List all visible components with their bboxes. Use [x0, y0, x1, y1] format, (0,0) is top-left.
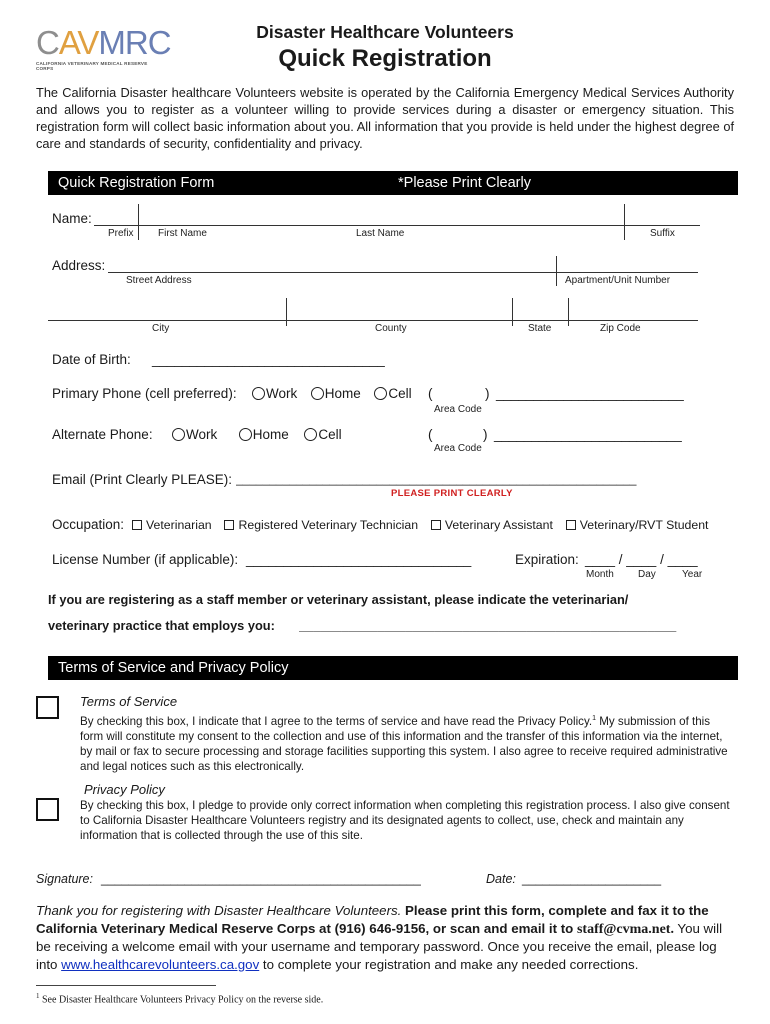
closing-welcome: You will be receiving a welcome email with your username and temporary password. Once you receive the email, please log into	[36, 920, 723, 972]
closing-thanks: Thank you for registering with Disaster Healthcare Volunteers.	[36, 903, 402, 918]
radio-home-label: Home	[252, 427, 289, 442]
primary-phone-type	[252, 386, 412, 401]
day-caption: Day	[638, 569, 656, 580]
terms-text-part: My submission of this form will constitute my consent to the collection and use of this information and the transfer of this information via the internet, by mail or fax to secure processing and storage facilities supporting this system. I also agree to receive required administrative and legal notices such as this electronically.	[80, 714, 728, 773]
closing-end: to complete your registration and make any needed corrections.	[259, 956, 639, 972]
occupation-option-label: Registered Veterinary Technician	[238, 518, 419, 532]
employer-field[interactable]: _____________________________________________________	[299, 618, 677, 633]
alternate-phone-field[interactable]: _________________________	[494, 427, 682, 442]
footnote-marker: 1	[592, 715, 597, 722]
page-subtitle: Quick Registration	[278, 45, 492, 72]
email-field[interactable]: ____________________________________________________________	[236, 472, 637, 486]
state-divider	[568, 298, 569, 326]
zip-caption: Zip Code	[600, 323, 641, 334]
occupation-option-label: Veterinary/RVT Student	[579, 518, 709, 532]
license-field[interactable]: ______________________________	[246, 552, 472, 567]
city-divider	[286, 298, 287, 326]
name-label: Name:	[52, 211, 92, 226]
privacy-heading: Privacy Policy	[84, 782, 165, 797]
website-link[interactable]: www.healthcarevolunteers.ca.gov	[61, 956, 260, 972]
logo-subtitle: CALIFORNIA VETERINARY MEDICAL RESERVE CORPS	[36, 61, 148, 71]
radio-work[interactable]	[172, 428, 185, 441]
paren-close: )	[485, 386, 490, 401]
radio-home-label: Home	[324, 386, 361, 401]
area-code-caption: Area Code	[434, 443, 482, 454]
form-bar-title: Quick Registration Form	[58, 175, 215, 191]
checkbox-veterinarian[interactable]	[132, 520, 142, 530]
address-divider	[556, 256, 557, 286]
paren-close: )	[483, 427, 488, 442]
terms-text-part: By checking this box, I indicate that I agree to the terms of service and have read the Privacy Policy.	[80, 714, 593, 728]
month-caption: Month	[586, 569, 614, 580]
dob-label: Date of Birth:	[52, 352, 131, 367]
alternate-phone-type	[172, 427, 342, 442]
footnote-number: 1	[36, 992, 40, 1000]
radio-work[interactable]	[252, 387, 265, 400]
year-caption: Year	[682, 569, 703, 580]
staff-note-line1: If you are registering as a staff member or veterinary assistant, please indicate the veterinarian/	[48, 592, 629, 607]
staff-note-line2: veterinary practice that employs you:	[48, 618, 275, 633]
footnote-text: See Disaster Healthcare Volunteers Privacy Policy on the reverse side.	[39, 994, 324, 1006]
license-label: License Number (if applicable):	[52, 552, 239, 567]
apt-caption: Apartment/Unit Number	[565, 275, 671, 286]
radio-cell[interactable]	[374, 387, 387, 400]
expiration-field[interactable]: ____ / ____ / ____	[585, 552, 698, 567]
primary-phone-field[interactable]: _________________________	[496, 386, 684, 401]
paren-open: (	[428, 386, 433, 401]
radio-home[interactable]	[239, 428, 252, 441]
email-label: Email (Print Clearly PLEASE):	[52, 472, 233, 487]
form-section-bar	[48, 171, 738, 195]
email-note: PLEASE PRINT CLEARLY	[391, 488, 513, 499]
intro-paragraph: The California Disaster healthcare Volunteers website is operated by the California Emergency Medical Services Authority and allows you to register as a volunteer willing to provide services during a disaster or emergency situation. This registration form will collect basic information about you. All information that you provide is held under the highest degree of care and standards of security, confidentiality and privacy.	[36, 85, 734, 151]
occupation-options	[132, 518, 708, 532]
closing-paragraph	[36, 902, 736, 973]
form-bar-note: *Please Print Clearly	[398, 175, 531, 191]
last-name-caption: Last Name	[356, 228, 405, 239]
name-divider	[624, 204, 625, 240]
page-title: Disaster Healthcare Volunteers	[256, 22, 514, 42]
occupation-option-label: Veterinarian	[146, 518, 212, 532]
street-field-line[interactable]	[108, 272, 698, 273]
radio-home[interactable]	[311, 387, 324, 400]
name-divider	[138, 204, 139, 240]
county-caption: County	[375, 323, 407, 334]
area-code-caption: Area Code	[434, 404, 482, 415]
footnote-divider	[36, 985, 216, 986]
suffix-caption: Suffix	[650, 228, 675, 239]
terms-text	[80, 711, 736, 774]
name-field-line[interactable]	[94, 225, 700, 226]
contact-email: staff@cvma.net.	[576, 921, 674, 937]
radio-cell-label: Cell	[318, 427, 342, 442]
privacy-text: By checking this box, I pledge to provide only correct information when completing this registration process. I also give consent to California Disaster Healthcare Volunteers registry and its designated agents to collect, use, check and maintain any information that is collected through the use of this site.	[80, 799, 730, 842]
checkbox-student[interactable]	[566, 520, 576, 530]
privacy-checkbox[interactable]	[36, 798, 59, 821]
expiration-label: Expiration:	[515, 552, 579, 567]
footnote	[36, 992, 323, 1005]
primary-phone-label: Primary Phone (cell preferred):	[52, 386, 237, 401]
prefix-caption: Prefix	[108, 228, 134, 239]
occupation-option-label: Veterinary Assistant	[444, 518, 553, 532]
terms-checkbox[interactable]	[36, 696, 59, 719]
county-divider	[512, 298, 513, 326]
logo-wordmark: CAVMRC	[36, 24, 171, 61]
radio-work-label: Work	[186, 427, 218, 442]
street-caption: Street Address	[126, 275, 192, 286]
radio-cell[interactable]	[304, 428, 317, 441]
checkbox-rvt[interactable]	[224, 520, 234, 530]
date-field[interactable]: ____________________	[522, 872, 662, 886]
checkbox-vet-assistant[interactable]	[431, 520, 441, 530]
state-caption: State	[528, 323, 552, 334]
signature-field[interactable]: ______________________________________________	[101, 872, 421, 886]
city-caption: City	[152, 323, 170, 334]
closing-instructions: Please print this form, complete and fax it to the California Veterinary Medical Reserve Corps at (916) 646-9156, or scan and email it to	[36, 903, 709, 936]
radio-cell-label: Cell	[388, 386, 412, 401]
terms-heading: Terms of Service	[80, 694, 178, 709]
first-name-caption: First Name	[158, 228, 207, 239]
occupation-label: Occupation:	[52, 517, 125, 532]
signature-label: Signature:	[36, 872, 93, 886]
paren-open: (	[428, 427, 433, 442]
date-label: Date:	[486, 872, 516, 886]
terms-bar-title: Terms of Service and Privacy Policy	[58, 660, 289, 676]
radio-work-label: Work	[266, 386, 298, 401]
city-row-line[interactable]	[48, 320, 698, 321]
dob-field[interactable]: _______________________________	[152, 352, 385, 367]
terms-section-bar	[48, 656, 738, 680]
address-label: Address:	[52, 258, 106, 273]
alternate-phone-label: Alternate Phone:	[52, 427, 153, 442]
